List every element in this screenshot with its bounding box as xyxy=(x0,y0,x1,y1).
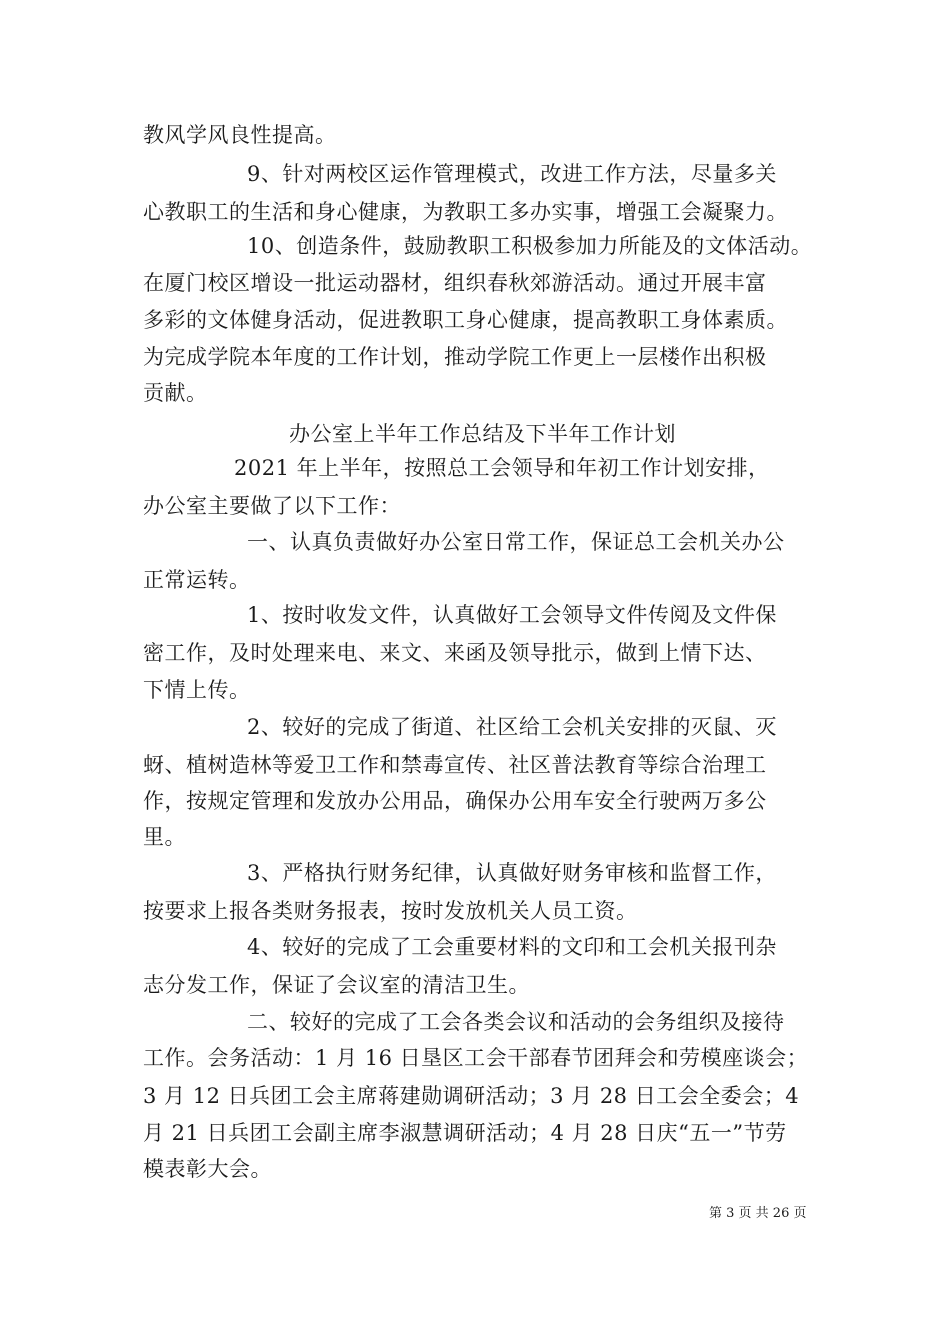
text-line: 2、较好的完成了街道、社区给工会机关安排的灭鼠、灭 xyxy=(247,715,777,739)
text-line: 月 21 日兵团工会副主席李淑慧调研活动；4 月 28 日庆“五一”节劳 xyxy=(143,1121,787,1145)
text-line: 蚜、植树造林等爱卫工作和禁毒宣传、社区普法教育等综合治理工 xyxy=(143,753,767,777)
text-line: 正常运转。 xyxy=(143,568,251,592)
text-line: 密工作，及时处理来电、来文、来函及领导批示，做到上情下达、 xyxy=(143,641,767,665)
text-line: 1、按时收发文件，认真做好工会领导文件传阅及文件保 xyxy=(247,603,777,627)
text-line: 3 月 12 日兵团工会主席蒋建勋调研活动；3 月 28 日工会全委会；4 xyxy=(143,1084,800,1108)
text-line: 下情上传。 xyxy=(143,678,251,702)
text-line: 10、创造条件，鼓励教职工积极参加力所能及的文体活动。 xyxy=(247,234,813,258)
text-line: 里。 xyxy=(143,825,186,849)
page-number-footer: 第 3 页 共 26 页 xyxy=(709,1206,807,1221)
text-line: 工作。会务活动：1 月 16 日垦区工会干部春节团拜会和劳模座谈会； xyxy=(143,1046,809,1070)
text-line: 为完成学院本年度的工作计划，推动学院工作更上一层楼作出积极 xyxy=(143,345,767,369)
text-line: 3、严格执行财务纪律，认真做好财务审核和监督工作， xyxy=(247,861,777,885)
text-line: 模表彰大会。 xyxy=(143,1157,272,1181)
text-line: 按要求上报各类财务报表，按时发放机关人员工资。 xyxy=(143,899,638,923)
text-line: 2021 年上半年，按照总工会领导和年初工作计划安排， xyxy=(234,456,770,480)
text-line: 教风学风良性提高。 xyxy=(143,123,337,147)
section-title: 办公室上半年工作总结及下半年工作计划 xyxy=(289,422,676,446)
text-line: 心教职工的生活和身心健康，为教职工多办实事，增强工会凝聚力。 xyxy=(143,200,788,224)
text-line: 多彩的文体健身活动，促进教职工身心健康，提高教职工身体素质。 xyxy=(143,308,788,332)
text-line: 办公室主要做了以下工作： xyxy=(143,494,401,518)
text-line: 二、较好的完成了工会各类会议和活动的会务组织及接待 xyxy=(247,1010,785,1034)
text-line: 9、针对两校区运作管理模式，改进工作方法，尽量多关 xyxy=(247,162,777,186)
text-line: 在厦门校区增设一批运动器材，组织春秋郊游活动。通过开展丰富 xyxy=(143,271,767,295)
text-line: 贡献。 xyxy=(143,381,208,405)
text-line: 作，按规定管理和发放办公用品，确保办公用车安全行驶两万多公 xyxy=(143,789,767,813)
text-line: 4、较好的完成了工会重要材料的文印和工会机关报刊杂 xyxy=(247,935,777,959)
text-line: 志分发工作，保证了会议室的清洁卫生。 xyxy=(143,973,530,997)
text-line: 一、认真负责做好办公室日常工作，保证总工会机关办公 xyxy=(247,530,785,554)
